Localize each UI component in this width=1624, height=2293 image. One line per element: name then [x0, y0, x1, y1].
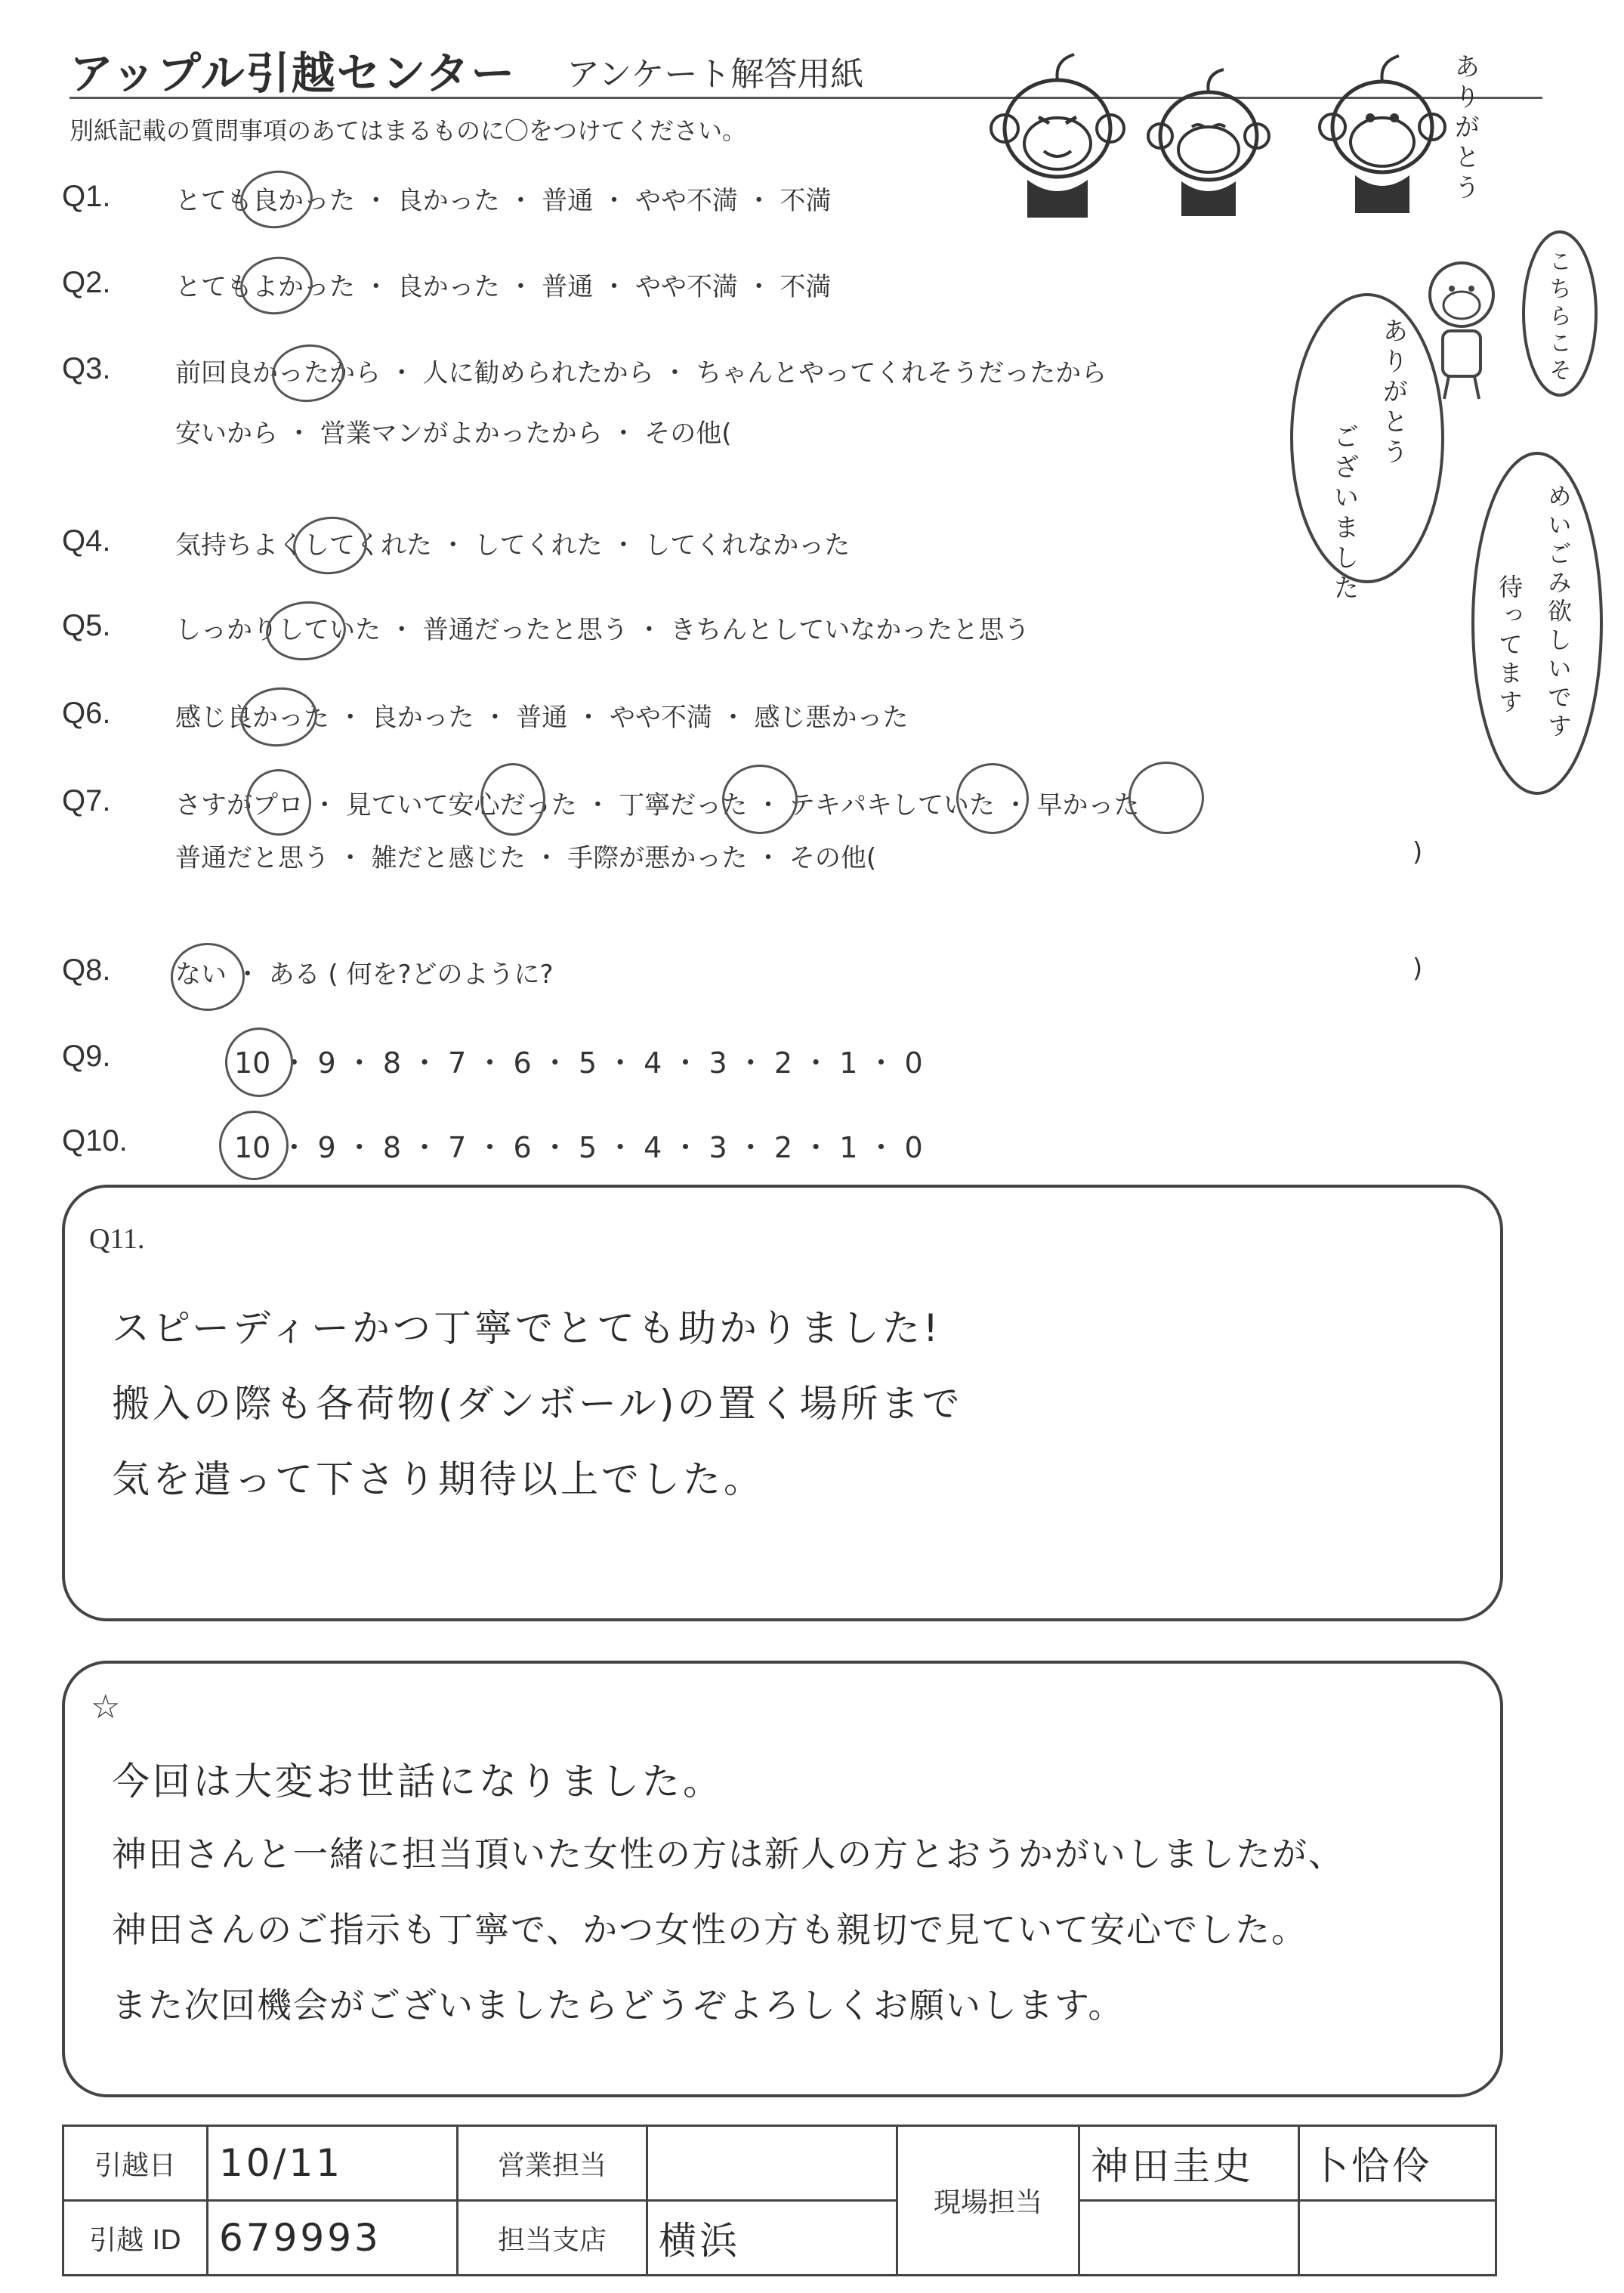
site-staff-3: [1079, 2201, 1299, 2276]
note-arigatou: ありがとう: [1450, 53, 1480, 204]
star-comment-line-3: 神田さんのご指示も丁寧で、かつ女性の方も親切で見ていて安心でした。: [112, 1909, 1308, 1950]
q7-label: Q7.: [62, 784, 111, 817]
star-comment-box: [62, 1661, 1503, 2097]
q4-label: Q4.: [62, 524, 111, 558]
q11-comment-line-1: スピーディーかつ丁寧でとても助かりました!: [112, 1306, 942, 1350]
monkey-mascot-3-icon: [1307, 45, 1458, 227]
star-label: ☆: [91, 1689, 121, 1726]
site-staff-1: 神田圭史: [1079, 2126, 1299, 2201]
q8-close-paren: ): [1413, 953, 1423, 984]
q8-label: Q8.: [62, 953, 111, 987]
q9-label: Q9.: [62, 1040, 111, 1073]
q4-selection-circle: [290, 513, 369, 578]
move-date-label: 引越日: [63, 2126, 208, 2201]
q5-label: Q5.: [62, 609, 111, 642]
note-kochirakoso: こちらこそ: [1545, 249, 1571, 385]
q11-label: Q11.: [89, 1223, 145, 1255]
site-staff-label: 現場担当: [897, 2126, 1079, 2276]
q9-options: 10 ・ 9 ・ 8 ・ 7 ・ 6 ・ 5 ・ 4 ・ 3 ・ 2 ・ 1 ・ 0: [234, 1046, 923, 1080]
monkey-mascot-2-icon: [1133, 60, 1284, 227]
q2-options: とてもよかった ・ 良かった ・ 普通 ・ やや不満 ・ 不満: [175, 272, 832, 302]
q7-selection-circle-5: [1128, 762, 1204, 834]
branch-label: 担当支店: [458, 2201, 647, 2276]
q11-comment-line-3: 気を遣って下さり期待以上でした。: [112, 1457, 764, 1501]
q3-label: Q3.: [62, 352, 111, 385]
branch-value: 横浜: [647, 2201, 897, 2276]
star-comment-line-4: また次回機会がございましたらどうぞよろしくお願いします。: [112, 1985, 1125, 2026]
q6-selection-circle: [237, 684, 320, 750]
q3-options-line1: 前回良かったから ・ 人に勧められたから ・ ちゃんとやってくれそうだったから: [175, 358, 1107, 388]
q7-close-paren: ): [1413, 837, 1423, 867]
q7-options-line1: さすがプロ ・ 見ていて安心だった ・ 丁寧だった ・ テキパキしていた ・ 早かった: [175, 790, 1140, 820]
move-id-value: 679993: [208, 2201, 458, 2276]
footer-row-1: [63, 2126, 1496, 2201]
q11-comment-line-2: 搬入の際も各荷物(ダンボール)の置く場所まで: [112, 1382, 963, 1426]
q3-selection-circle: [269, 341, 347, 406]
move-date-value: 10/11: [208, 2126, 458, 2201]
q2-label: Q2.: [62, 266, 111, 299]
star-comment-line-2: 神田さんと一緒に担当頂いた女性の方は新人の方とおうかがいしましたが、: [112, 1834, 1345, 1874]
move-id-label: 引越 ID: [63, 2201, 208, 2276]
bubble1-text-a: ありがとう: [1378, 317, 1408, 468]
q8-selection-circle: [171, 943, 245, 1011]
footer-row-2: [63, 2201, 1496, 2276]
q3-options-line2: 安いから ・ 営業マンがよかったから ・ その他(: [175, 419, 732, 449]
q7-options-line2: 普通だと思う ・ 雑だと感じた ・ 手際が悪かった ・ その他(: [175, 843, 877, 873]
q10-label: Q10.: [62, 1124, 128, 1157]
speech-bubble-1: [1284, 287, 1450, 604]
sales-label: 営業担当: [458, 2126, 647, 2201]
bubble2-text-a: めいごみ欲しいです: [1544, 484, 1573, 742]
q7-selection-circle-2: [480, 763, 545, 836]
q1-options: とても良かった ・ 良かった ・ 普通 ・ やや不満 ・ 不満: [175, 186, 832, 216]
q2-selection-circle: [236, 252, 316, 320]
q7-selection-circle-3: [722, 765, 798, 834]
star-comment-line-1: 今回は大変お世話になりました。: [112, 1760, 724, 1803]
q7-selection-circle-1: [246, 769, 311, 836]
q4-options: 気持ちよくしてくれた ・ してくれた ・ してくれなかった: [175, 530, 851, 561]
q10-selection-circle: [219, 1111, 289, 1180]
q1-label: Q1.: [62, 180, 111, 213]
instruction-text: 別紙記載の質問事項のあてはまるものに〇をつけてください。: [69, 116, 747, 145]
footer-info-table: [62, 2125, 1497, 2276]
q5-options: しっかりしていた ・ 普通だったと思う ・ きちんとしていなかったと思う: [175, 615, 1030, 645]
q9-selection-circle: [225, 1028, 293, 1097]
bubble2-text-b: 待ってます: [1495, 574, 1524, 718]
q6-label: Q6.: [62, 697, 111, 730]
q7-selection-circle-4: [956, 763, 1029, 834]
site-staff-2: 卜恰伶: [1299, 2126, 1496, 2201]
form-title: アンケート解答用紙: [567, 55, 864, 94]
brand-title: アップル引越センター: [69, 48, 517, 99]
sales-value: [647, 2126, 897, 2201]
q10-options: 10 ・ 9 ・ 8 ・ 7 ・ 6 ・ 5 ・ 4 ・ 3 ・ 2 ・ 1 ・ 0: [234, 1131, 923, 1164]
bubble1-text-b: ございました: [1329, 423, 1359, 604]
q5-selection-circle: [263, 598, 349, 665]
q6-options: 感じ良かった ・ 良かった ・ 普通 ・ やや不満 ・ 感じ悪かった: [175, 703, 909, 733]
q8-options: ない ・ ある ( 何を?どのように?: [175, 960, 554, 990]
monkey-mascot-1-icon: [974, 45, 1141, 227]
q1-selection-circle: [236, 166, 316, 233]
site-staff-4: [1299, 2201, 1496, 2276]
speech-bubble-2: [1465, 446, 1609, 801]
